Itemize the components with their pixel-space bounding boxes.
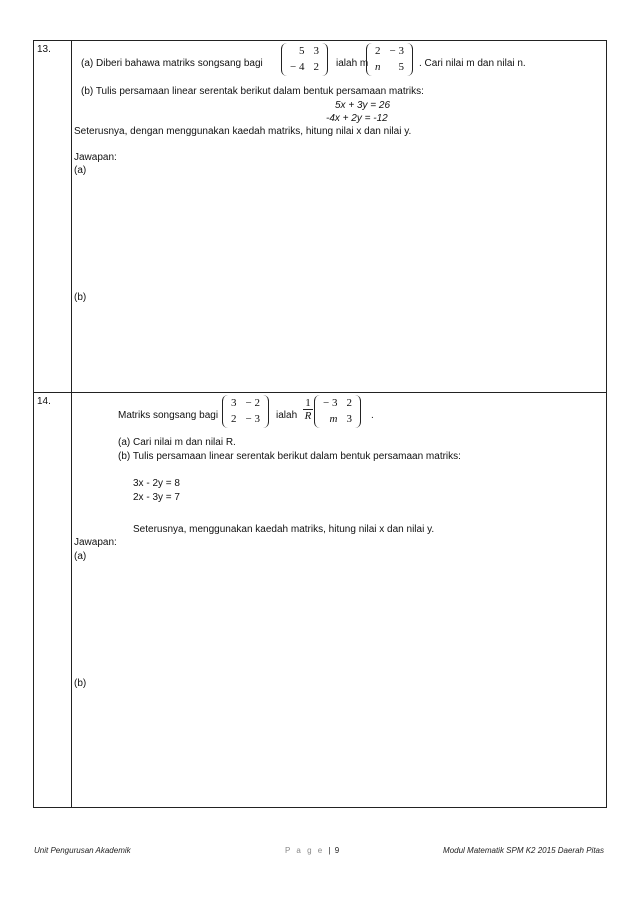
q14-equation-2: 2x - 3y = 7 bbox=[133, 492, 180, 503]
q13-answer-a: (a) bbox=[74, 165, 87, 176]
matrix-cell: 3 bbox=[231, 397, 237, 409]
right-paren bbox=[355, 395, 361, 428]
q13-answer-b: (b) bbox=[74, 292, 87, 303]
q14-matrix-2 bbox=[314, 395, 361, 428]
q14-jawapan: Jawapan: bbox=[74, 537, 117, 548]
page-separator: | bbox=[328, 846, 331, 855]
q14-intro-text-2: ialah bbox=[276, 410, 298, 421]
matrix-cell: 2 bbox=[231, 413, 237, 425]
right-paren bbox=[263, 395, 269, 428]
matrix-cell: 2 bbox=[346, 397, 352, 409]
matrix-cell: 5 bbox=[298, 45, 305, 57]
right-paren bbox=[322, 43, 328, 76]
matrix-cell: n bbox=[375, 61, 381, 73]
matrix-cell: 3 bbox=[346, 413, 352, 425]
page-label: P a g e bbox=[285, 846, 325, 855]
matrix-cell: − 3 bbox=[245, 413, 260, 425]
matrix-cell: − 3 bbox=[389, 45, 404, 57]
q13-number: 13. bbox=[37, 44, 51, 55]
fraction-numerator: 1 bbox=[303, 397, 313, 410]
q13-instruction: Seterusnya, dengan menggunakan kaedah matriks, hitung nilai x dan nilai y. bbox=[74, 126, 412, 137]
q13-matrix-1 bbox=[281, 43, 328, 76]
page-number: 9 bbox=[334, 846, 340, 855]
q13-jawapan: Jawapan: bbox=[74, 152, 117, 163]
matrix-cell: 3 bbox=[313, 45, 319, 57]
matrix-cell: − 4 bbox=[290, 61, 305, 73]
q14-matrix-1 bbox=[222, 395, 269, 428]
q13-part-b-text: (b) Tulis persamaan linear serentak berikut dalam bentuk persamaan matriks: bbox=[81, 86, 424, 97]
matrix-cell: 2 bbox=[375, 45, 381, 57]
q13-part-a-text-2: ialah m bbox=[336, 58, 369, 69]
row-divider bbox=[34, 392, 606, 393]
fraction-denominator: R bbox=[304, 410, 312, 422]
footer-left: Unit Pengurusan Akademik bbox=[34, 846, 131, 855]
q14-intro-text-3: . bbox=[371, 410, 374, 421]
right-paren bbox=[407, 43, 413, 76]
q14-intro-text: Matriks songsang bagi bbox=[118, 410, 219, 421]
q14-instruction: Seterusnya, menggunakan kaedah matriks, hitung nilai x dan nilai y. bbox=[133, 524, 435, 535]
column-divider bbox=[71, 41, 72, 807]
q14-part-a-text: (a) Cari nilai m dan nilai R. bbox=[118, 437, 236, 448]
matrix-cell: m bbox=[329, 413, 338, 425]
q14-equation-1: 3x - 2y = 8 bbox=[133, 478, 180, 489]
q13-equation-2: -4x + 2y = -12 bbox=[326, 113, 388, 124]
q14-part-b-text: (b) Tulis persamaan linear serentak berikut dalam bentuk persamaan matriks: bbox=[118, 451, 461, 462]
q14-number: 14. bbox=[37, 396, 51, 407]
q14-answer-b: (b) bbox=[74, 678, 87, 689]
matrix-cell: − 2 bbox=[245, 397, 260, 409]
q14-fraction bbox=[303, 397, 313, 423]
q13-matrix-2 bbox=[366, 43, 413, 76]
matrix-cell: 5 bbox=[398, 61, 404, 73]
matrix-cell: 2 bbox=[313, 61, 319, 73]
footer-right: Modul Matematik SPM K2 2015 Daerah Pitas bbox=[443, 846, 604, 855]
footer-page bbox=[285, 846, 339, 855]
q14-answer-a: (a) bbox=[74, 551, 87, 562]
q13-part-a-text: (a) Diberi bahawa matriks songsang bagi bbox=[81, 58, 263, 69]
matrix-cell: − 3 bbox=[323, 397, 338, 409]
q13-part-a-text-3: . Cari nilai m dan nilai n. bbox=[419, 58, 526, 69]
q13-equation-1: 5x + 3y = 26 bbox=[335, 100, 391, 111]
